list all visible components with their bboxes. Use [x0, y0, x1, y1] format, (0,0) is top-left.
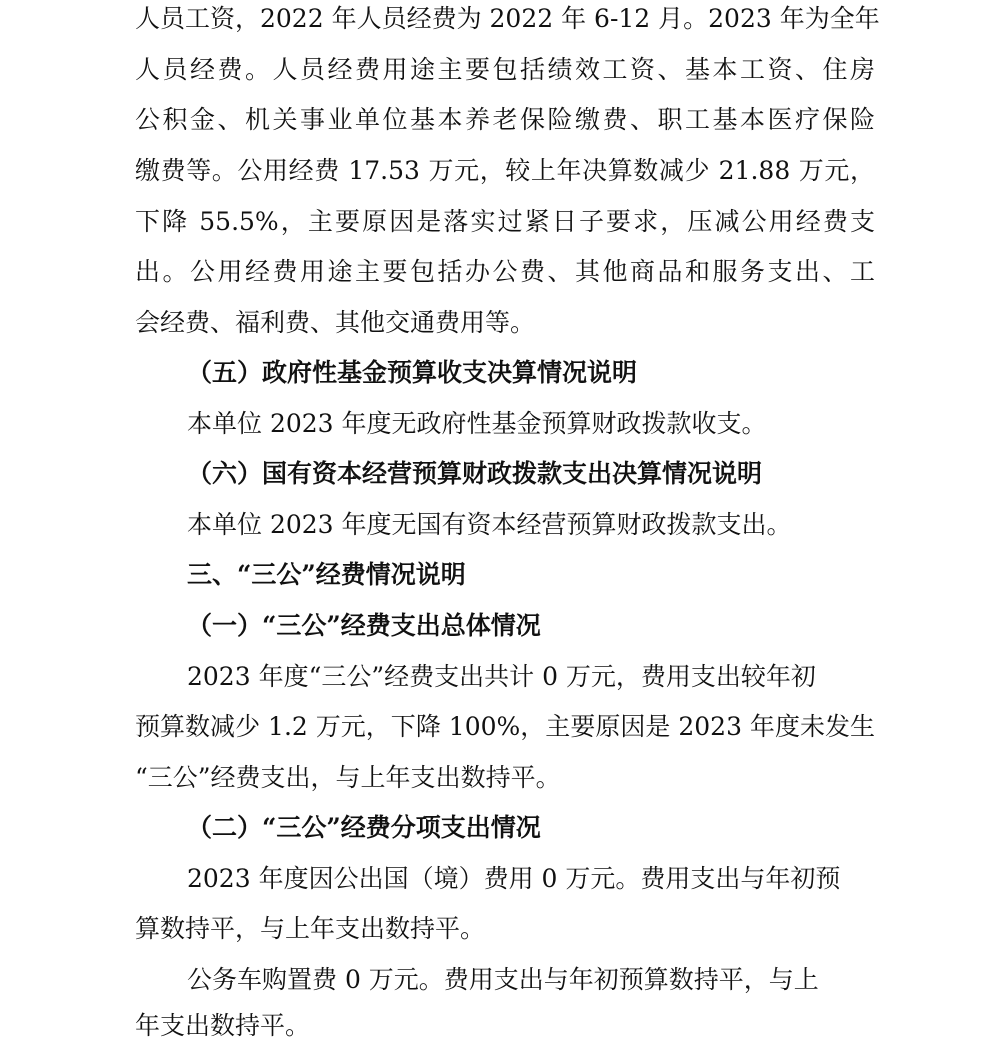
paragraph-line-2: 人员经费。人员经费用途主要包括绩效工资、基本工资、住房: [135, 55, 875, 84]
vehicle-expense-line-1: 公务车购置费 0 万元。费用支出与年初预算数持平，与上: [187, 965, 819, 994]
paragraph-line-6: 出。公用经费用途主要包括办公费、其他商品和服务支出、工: [135, 257, 875, 286]
section-6-text: 本单位 2023 年度无国有资本经营预算财政拨款支出。: [187, 510, 792, 539]
subheading-itemized-expense: （二）“三公”经费分项支出情况: [187, 813, 541, 842]
vehicle-expense-line-2: 年支出数持平。: [135, 1011, 311, 1040]
paragraph-line-5: 下降 55.5%，主要原因是落实过紧日子要求，压减公用经费支: [135, 207, 875, 236]
section-heading-6: （六）国有资本经营预算财政拨款支出决算情况说明: [187, 459, 763, 488]
section-5-text: 本单位 2023 年度无政府性基金预算财政拨款收支。: [187, 409, 767, 438]
paragraph-line-1: 人员工资，2022 年人员经费为 2022 年 6-12 月。2023 年为全年: [135, 4, 880, 33]
overall-expense-line-2: 预算数减少 1.2 万元，下降 100%，主要原因是 2023 年度未发生: [135, 712, 875, 741]
paragraph-line-4: 缴费等。公用经费 17.53 万元，较上年决算数减少 21.88 万元，: [135, 156, 875, 185]
overseas-expense-line-1: 2023 年度因公出国（境）费用 0 万元。费用支出与年初预: [187, 864, 841, 893]
section-heading-5: （五）政府性基金预算收支决算情况说明: [187, 358, 638, 387]
main-heading-three-public: 三、“三公”经费情况说明: [187, 560, 466, 589]
overseas-expense-line-2: 算数持平，与上年支出数持平。: [135, 914, 486, 943]
paragraph-line-7: 会经费、福利费、其他交通费用等。: [135, 308, 536, 337]
subheading-overall-expense: （一）“三公”经费支出总体情况: [187, 611, 541, 640]
paragraph-line-3: 公积金、机关事业单位基本养老保险缴费、职工基本医疗保险: [135, 105, 875, 134]
overall-expense-line-3: “三公”经费支出，与上年支出数持平。: [135, 763, 561, 792]
overall-expense-line-1: 2023 年度“三公”经费支出共计 0 万元，费用支出较年初: [187, 662, 816, 691]
